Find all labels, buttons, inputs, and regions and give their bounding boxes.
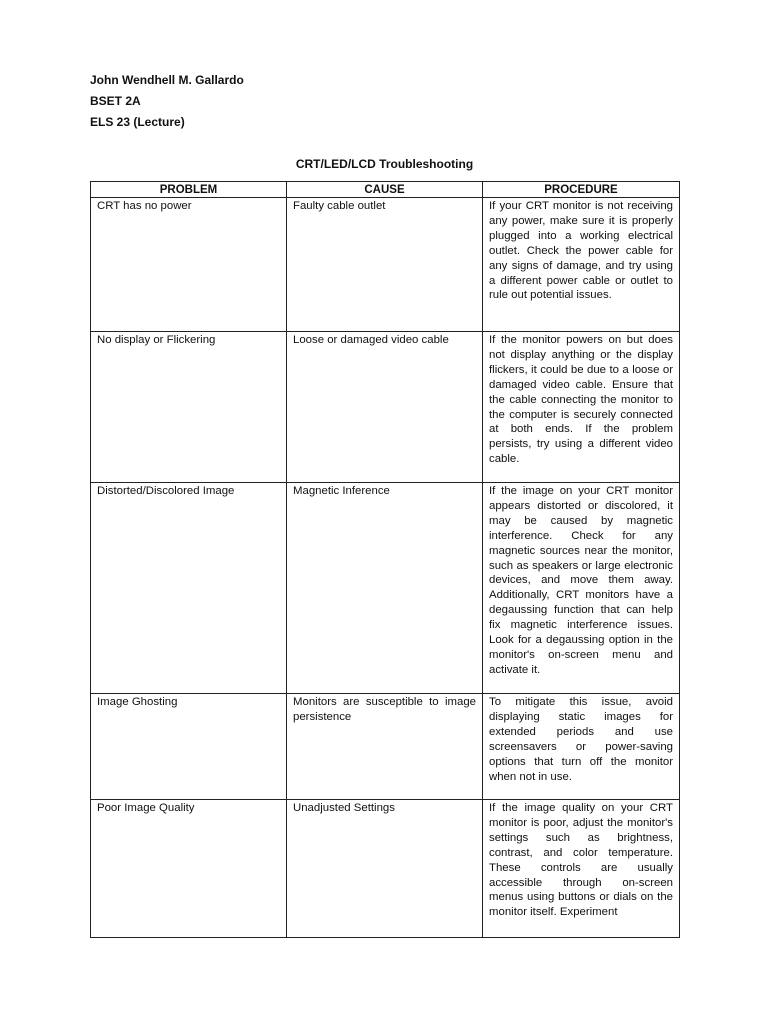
table-header-row: [91, 182, 680, 198]
procedure-cell: To mitigate this issue, avoid displaying static images for extended periods and use screensavers or power-saving options that turn off the monitor when not in use.: [483, 694, 680, 800]
procedure-cell: If the image quality on your CRT monitor is poor, adjust the monitor's settings such as brightness, contrast, and color temperature. These controls are usually accessible through on-screen menus using buttons or dials on the monitor itself. Experiment: [483, 800, 680, 938]
cause-cell: Faulty cable outlet: [287, 198, 483, 332]
table-row: [91, 198, 680, 332]
student-section: BSET 2A: [90, 94, 141, 108]
cause-cell: Monitors are susceptible to image persistence: [287, 694, 483, 800]
problem-cell: Distorted/Discolored Image: [91, 483, 287, 694]
cause-cell: Loose or damaged video cable: [287, 332, 483, 483]
problem-cell: Image Ghosting: [91, 694, 287, 800]
problem-cell: No display or Flickering: [91, 332, 287, 483]
table-row: [91, 332, 680, 483]
cause-cell: Magnetic Inference: [287, 483, 483, 694]
table-row: [91, 694, 680, 800]
procedure-cell: If the image on your CRT monitor appears distorted or discolored, it may be caused by magnetic interference. Check for any magnetic sources near the monitor, such as speakers or large electronic devices, and move them away. Additionally, CRT monitors have a degaussing function that can help fix magnetic interference issues. Look for a degaussing option in the monitor's on-screen menu and activate it.: [483, 483, 680, 694]
column-header-problem: PROBLEM: [91, 182, 287, 198]
course-code: ELS 23 (Lecture): [90, 115, 185, 129]
column-header-cause: CAUSE: [287, 182, 483, 198]
problem-cell: Poor Image Quality: [91, 800, 287, 938]
document-title: CRT/LED/LCD Troubleshooting: [295, 157, 474, 171]
problem-cell: CRT has no power: [91, 198, 287, 332]
troubleshooting-table: [90, 181, 680, 938]
column-header-procedure: PROCEDURE: [483, 182, 680, 198]
procedure-cell: If the monitor powers on but does not display anything or the display flickers, it could be due to a loose or damaged video cable. Ensure that the cable connecting the monitor to the computer is securely connected at both ends. If the problem persists, try using a different video cable.: [483, 332, 680, 483]
author-name: John Wendhell M. Gallardo: [90, 73, 244, 87]
cause-cell: Unadjusted Settings: [287, 800, 483, 938]
procedure-cell: If your CRT monitor is not receiving any power, make sure it is properly plugged into a working electrical outlet. Check the power cable for any signs of damage, and try using a different power cable or outlet to rule out potential issues.: [483, 198, 680, 332]
table-row: [91, 483, 680, 694]
table-row: [91, 800, 680, 938]
